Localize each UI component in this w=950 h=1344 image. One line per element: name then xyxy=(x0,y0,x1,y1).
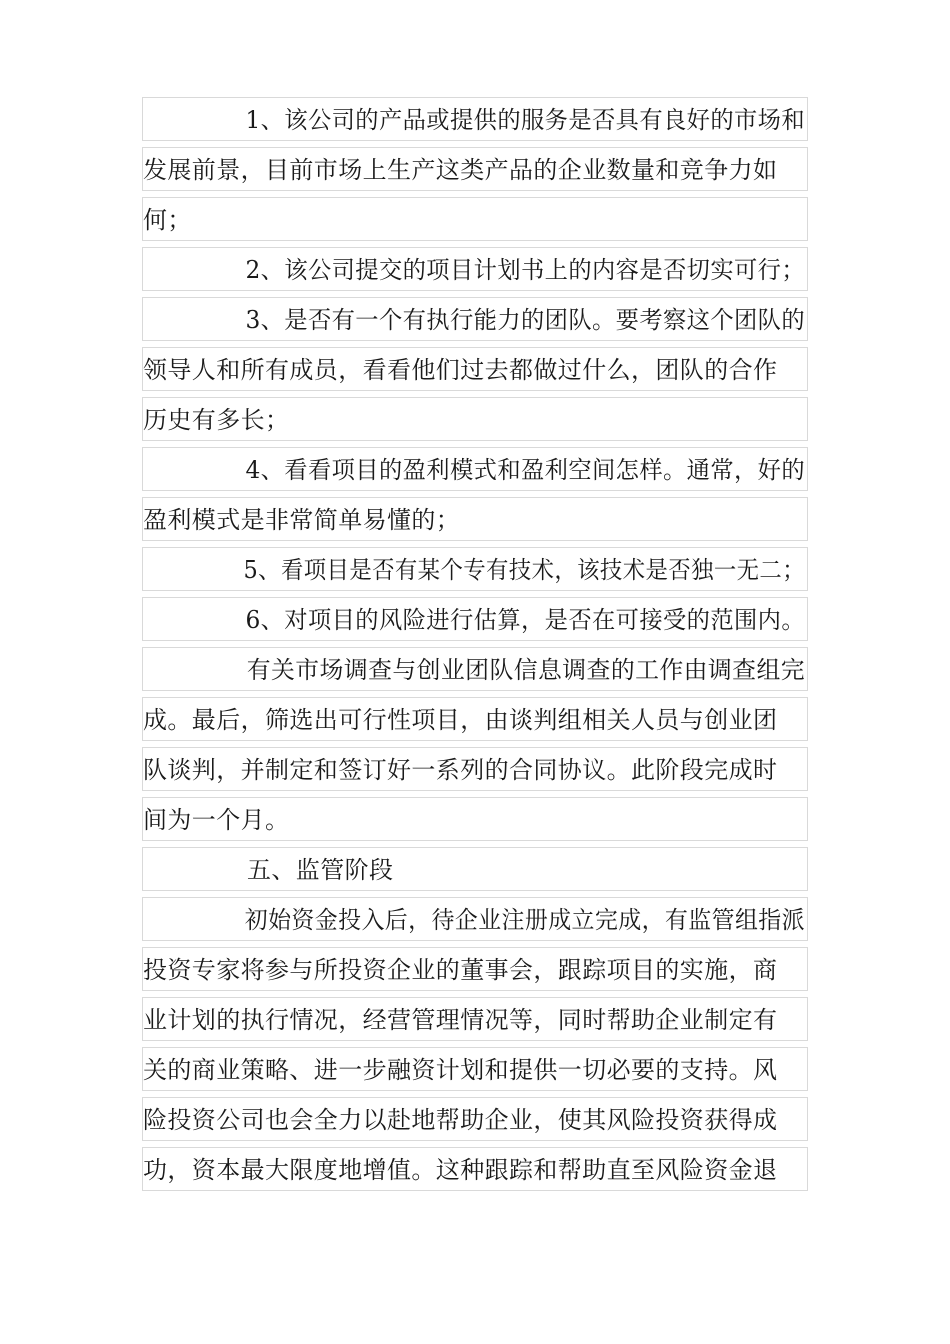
text-line xyxy=(142,197,808,241)
text-line-content: 领导人和所有成员，看看他们过去都做过什么，团队的合作 xyxy=(143,356,778,384)
text-line-content: 业计划的执行情况，经营管理情况等，同时帮助企业制定有 xyxy=(143,1006,778,1034)
text-line xyxy=(142,597,808,641)
text-line-content: 有关市场调查与创业团队信息调查的工作由调查组完 xyxy=(246,656,805,684)
text-line xyxy=(142,797,808,841)
text-line xyxy=(142,947,808,991)
text-line-content: 1、该公司的产品或提供的服务是否具有良好的市场和 xyxy=(245,106,805,134)
text-line xyxy=(142,997,808,1041)
text-line-content: 投资专家将参与所投资企业的董事会，跟踪项目的实施，商 xyxy=(143,956,778,984)
text-line xyxy=(142,297,808,341)
text-line xyxy=(142,1147,808,1191)
text-line-content: 险投资公司也会全力以赴地帮助企业，使其风险投资获得成 xyxy=(143,1106,778,1134)
text-line-content: 4、看看项目的盈利模式和盈利空间怎样。通常，好的 xyxy=(245,456,805,484)
text-line xyxy=(142,1047,808,1091)
text-line xyxy=(142,747,808,791)
text-line-content: 5、看项目是否有某个专有技术，该技术是否独一无二； xyxy=(243,556,806,584)
text-line xyxy=(142,147,808,191)
text-line xyxy=(142,647,808,691)
text-line xyxy=(142,97,808,141)
text-line xyxy=(142,547,808,591)
text-line xyxy=(142,247,808,291)
text-line-content: 2、该公司提交的项目计划书上的内容是否切实可行； xyxy=(245,256,805,284)
text-line-content: 盈利模式是非常简单易懂的； xyxy=(143,506,461,534)
text-line-content: 3、是否有一个有执行能力的团队。要考察这个团队的 xyxy=(245,306,805,334)
text-line-content: 发展前景，目前市场上生产这类产品的企业数量和竞争力如 xyxy=(143,156,778,184)
text-line-content: 关的商业策略、进一步融资计划和提供一切必要的支持。风 xyxy=(143,1056,778,1084)
text-line xyxy=(142,897,808,941)
text-line-content: 6、对项目的风险进行估算，是否在可接受的范围内。 xyxy=(245,606,805,634)
text-line-content: 间为一个月。 xyxy=(143,806,290,834)
text-line xyxy=(142,447,808,491)
text-line xyxy=(142,497,808,541)
text-line xyxy=(142,397,808,441)
text-line-content: 功，资本最大限度地增值。这种跟踪和帮助直至风险资金退 xyxy=(143,1156,778,1184)
section-heading-text: 五、监管阶段 xyxy=(247,856,394,884)
text-line xyxy=(142,1097,808,1141)
text-line-content: 历史有多长； xyxy=(143,406,290,434)
text-line-content: 初始资金投入后，待企业注册成立完成，有监管组指派 xyxy=(244,906,806,934)
text-line-content: 队谈判，并制定和签订好一系列的合同协议。此阶段完成时 xyxy=(143,756,778,784)
text-line-content: 何； xyxy=(143,206,192,234)
text-line xyxy=(142,697,808,741)
text-line xyxy=(142,347,808,391)
text-line-content: 成。最后，筛选出可行性项目，由谈判组相关人员与创业团 xyxy=(143,706,778,734)
section-heading xyxy=(142,847,808,891)
